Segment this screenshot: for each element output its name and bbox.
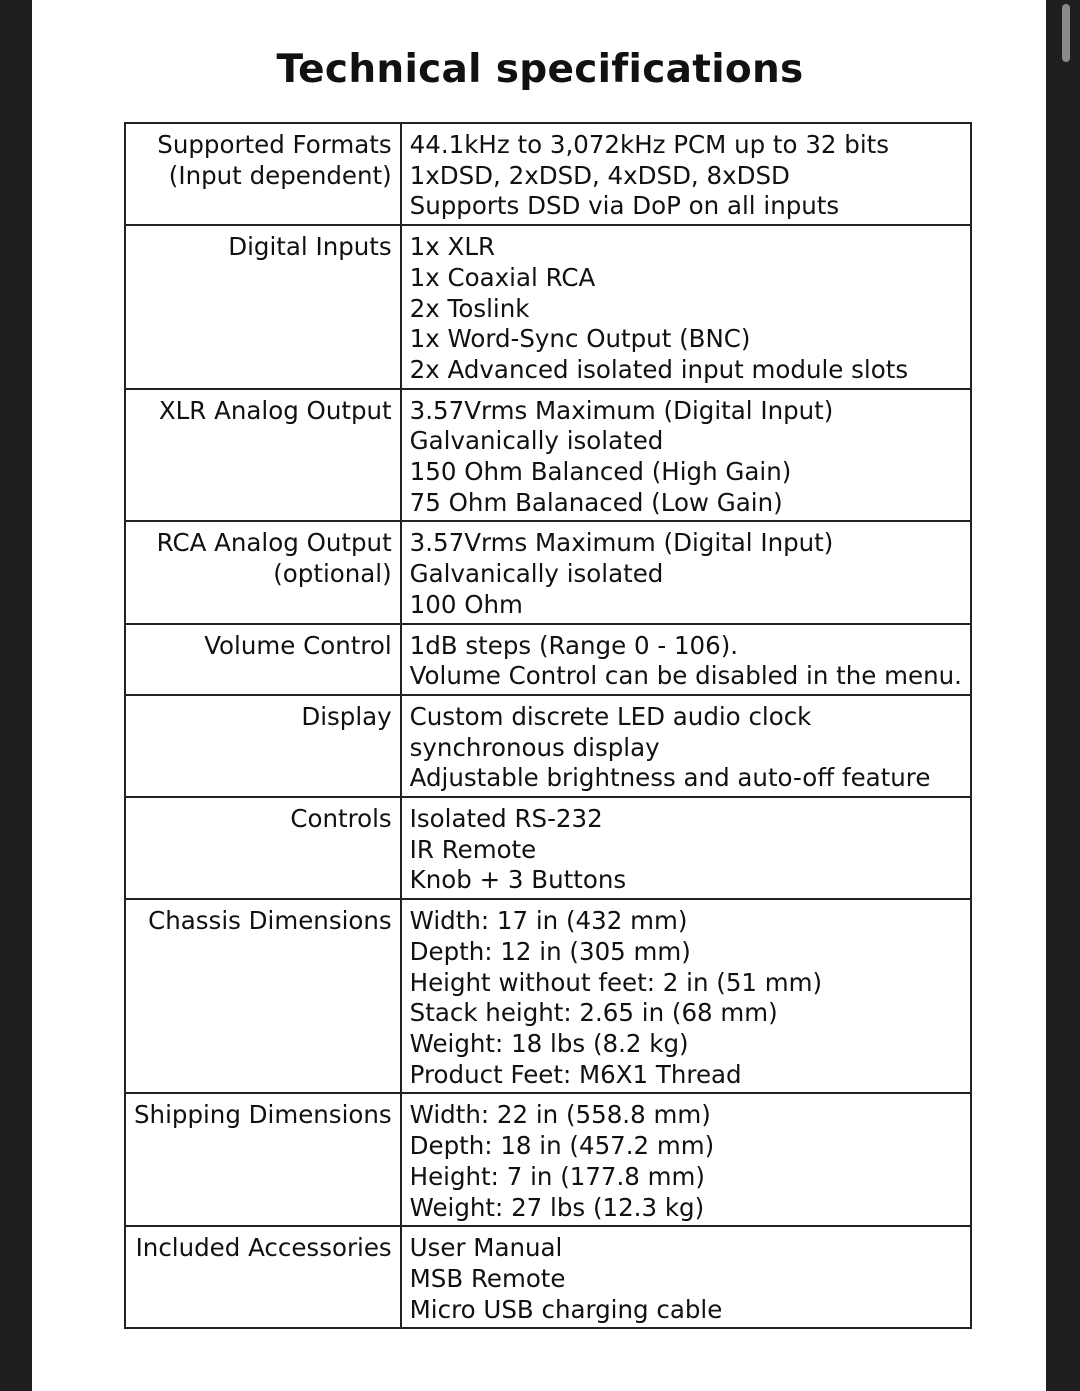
spec-row: [125, 797, 971, 899]
spec-label-cell: [125, 1226, 401, 1328]
spec-row: [125, 1093, 971, 1226]
spec-value-line: 2x Advanced isolated input module slots: [409, 354, 909, 384]
spec-label-line: XLR Analog Output: [158, 395, 392, 425]
spec-value-line: MSB Remote: [409, 1263, 566, 1293]
spec-value-line: Custom discrete LED audio clock: [409, 701, 812, 731]
spec-label-line: Digital Inputs: [228, 232, 392, 262]
spec-value-line: Isolated RS-232: [409, 804, 603, 834]
spec-value-line: Depth: 12 in (305 mm): [409, 936, 691, 966]
page-title: Technical specifications: [276, 47, 804, 92]
spec-value-line: User Manual: [409, 1233, 563, 1263]
spec-row: [125, 123, 971, 225]
spec-value-line: Depth: 18 in (457.2 mm): [409, 1131, 715, 1161]
spec-value-line: IR Remote: [409, 834, 537, 864]
spec-value-line: Width: 22 in (558.8 mm): [409, 1100, 711, 1130]
spec-label-cell: [125, 695, 401, 797]
spec-value-cell: [401, 123, 971, 225]
spec-value-line: 100 Ohm: [409, 589, 523, 619]
spec-value-cell: [401, 695, 971, 797]
spec-value-cell: [401, 521, 971, 623]
spec-value-line: 75 Ohm Balanaced (Low Gain): [409, 487, 783, 517]
spec-value-line: 1x Coaxial RCA: [409, 262, 596, 292]
spec-value-cell: [401, 389, 971, 522]
spec-value-cell: [401, 899, 971, 1093]
spec-label-cell: [125, 1093, 401, 1226]
spec-label-cell: [125, 624, 401, 695]
spec-value-line: Weight: 18 lbs (8.2 kg): [409, 1028, 689, 1058]
spec-row: [125, 695, 971, 797]
spec-label-line: Volume Control: [204, 630, 392, 660]
spec-label-line: Chassis Dimensions: [148, 906, 392, 936]
spec-value-cell: [401, 797, 971, 899]
spec-value-line: Weight: 27 lbs (12.3 kg): [409, 1192, 705, 1222]
spec-label-cell: [125, 521, 401, 623]
spec-label-line: (Input dependent): [168, 160, 392, 190]
spec-value-line: Adjustable brightness and auto-off feature: [409, 763, 931, 793]
spec-value-cell: [401, 624, 971, 695]
specs-table: [124, 122, 972, 1329]
spec-label-cell: [125, 123, 401, 225]
spec-label-line: Display: [301, 701, 392, 731]
spec-row: [125, 624, 971, 695]
spec-label-line: Included Accessories: [135, 1233, 392, 1263]
spec-value-line: Product Feet: M6X1 Thread: [409, 1059, 742, 1089]
spec-value-line: 3.57Vrms Maximum (Digital Input): [409, 395, 834, 425]
spec-value-line: 1x Word-Sync Output (BNC): [409, 324, 751, 354]
spec-value-line: 1x XLR: [409, 232, 496, 262]
spec-value-cell: [401, 225, 971, 389]
spec-value-line: Height: 7 in (177.8 mm): [409, 1161, 705, 1191]
spec-value-cell: [401, 1226, 971, 1328]
spec-value-line: 1xDSD, 2xDSD, 4xDSD, 8xDSD: [409, 160, 790, 190]
spec-label-line: (optional): [273, 559, 392, 589]
spec-value-line: synchronous display: [409, 732, 660, 762]
spec-value-cell: [401, 1093, 971, 1226]
spec-value-line: Galvanically isolated: [409, 426, 664, 456]
spec-row: [125, 899, 971, 1093]
spec-value-line: Galvanically isolated: [409, 559, 664, 589]
spec-value-line: Stack height: 2.65 in (68 mm): [409, 998, 778, 1028]
spec-value-line: 150 Ohm Balanced (High Gain): [409, 457, 792, 487]
spec-value-line: 3.57Vrms Maximum (Digital Input): [409, 528, 834, 558]
spec-row: [125, 389, 971, 522]
spec-value-line: Knob + 3 Buttons: [409, 865, 627, 895]
spec-label-line: Supported Formats: [157, 130, 392, 159]
spec-label-line: RCA Analog Output: [156, 528, 392, 558]
spec-value-line: 1dB steps (Range 0 - 106).: [409, 630, 739, 660]
spec-value-line: Micro USB charging cable: [409, 1294, 723, 1324]
spec-row: [125, 1226, 971, 1328]
spec-label-line: Shipping Dimensions: [134, 1100, 392, 1130]
spec-label-cell: [125, 797, 401, 899]
spec-value-line: 2x Toslink: [409, 293, 530, 323]
spec-value-line: Width: 17 in (432 mm): [409, 906, 688, 936]
spec-row: [125, 521, 971, 623]
spec-row: [125, 225, 971, 389]
spec-value-line: Height without feet: 2 in (51 mm): [409, 967, 823, 997]
spec-value-line: 44.1kHz to 3,072kHz PCM up to 32 bits: [409, 130, 890, 159]
spec-label-cell: [125, 899, 401, 1093]
spec-value-line: Supports DSD via DoP on all inputs: [409, 191, 840, 221]
spec-label-line: Controls: [290, 804, 392, 834]
spec-label-cell: [125, 389, 401, 522]
specs-table-body: [125, 123, 971, 1328]
spec-label-cell: [125, 225, 401, 389]
spec-value-line: Volume Control can be disabled in the menu.: [409, 661, 962, 691]
